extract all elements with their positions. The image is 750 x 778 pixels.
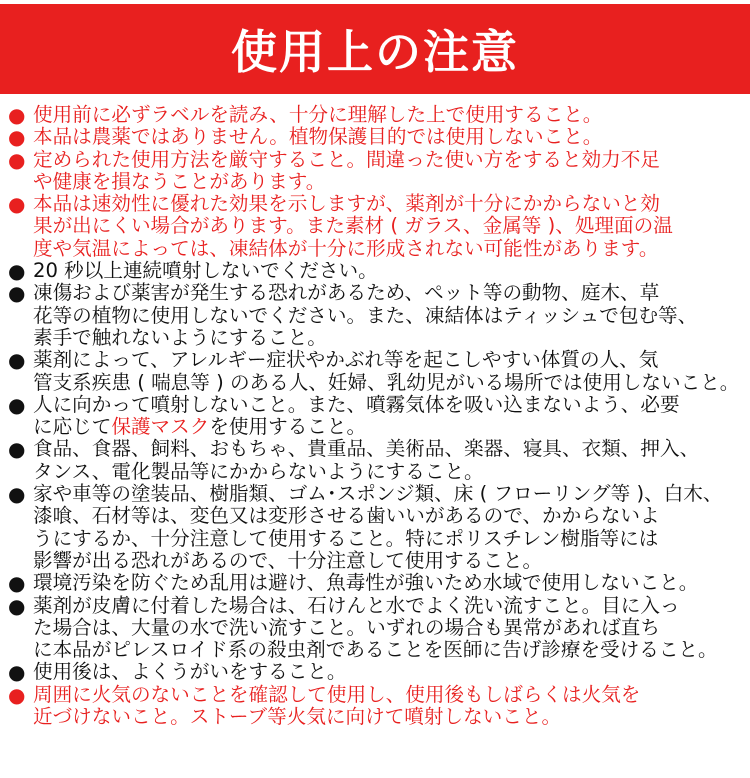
bullet-icon: ● xyxy=(8,482,26,507)
notice-item xyxy=(8,483,748,572)
notice-text-line: 薬剤が皮膚に付着した場合は、石けんと水でよく洗い流すこと。目に入っ xyxy=(33,593,680,617)
bullet-icon: ● xyxy=(8,682,26,707)
bullet-icon: ● xyxy=(8,125,26,150)
notice-text-part: を使用すること。 xyxy=(209,415,367,439)
notice-text-line: 食品、食器、飼料、おもちゃ、貴重品、美術品、楽器、寝具、衣類、押入、 xyxy=(33,437,700,461)
bullet-icon: ● xyxy=(8,281,26,306)
notice-text-line: 本品は農薬ではありません。植物保護目的では使用しないこと。 xyxy=(33,125,603,149)
bullet-icon: ● xyxy=(8,103,26,127)
notice-text-line: 本品は速効性に優れた効果を示しますが、薬剤が十分にかからないと効 xyxy=(33,192,660,216)
notice-text-line: 環境汚染を防ぐため乱用は避け、魚毒性が強いため水域で使用しないこと。 xyxy=(33,571,699,595)
notice-text-line: 漆喰、石材等は、変色又は変形させる歯いいがあるので、かからないよ xyxy=(33,504,660,528)
notice-item xyxy=(8,438,748,483)
notice-text-line: 果が出にくい場合があります。また素材 ( ガラス、金属等 )、処理面の温 xyxy=(33,214,673,238)
bullet-icon: ● xyxy=(8,348,26,373)
notice-text-line: 凍傷および薬害が発生する恐れがあるため、ペット等の動物、庭木、草 xyxy=(33,281,660,305)
bullet-icon: ● xyxy=(8,392,26,417)
notice-text-line: 度や気温によっては、凍結体が十分に形成されない可能性があります。 xyxy=(33,236,659,260)
notice-item xyxy=(8,193,748,260)
notice-item xyxy=(8,394,748,439)
bullet-icon: ● xyxy=(8,259,26,284)
notice-text-line: 定められた使用方法を厳守すること。間違った使い方をすると効力不足 xyxy=(33,147,660,171)
notice-item xyxy=(8,349,748,394)
notice-item xyxy=(8,661,748,683)
notice-text-line: 影響が出る恐れがあるので、十分注意して使用すること。 xyxy=(33,548,543,572)
notice-text-line: 管支系疾患 ( 喘息等 ) のある人、妊婦、乳幼児がいる場所では使用しないこと。 xyxy=(33,370,740,394)
bullet-icon: ● xyxy=(8,571,26,596)
notice-item xyxy=(8,126,748,148)
notice-item xyxy=(8,572,748,594)
notice-text-line: 20 秒以上連続噴射しないでください。 xyxy=(33,259,378,283)
notice-item xyxy=(8,595,748,662)
notice-text-line: 花等の植物に使用しないでください。また、凍結体はティッシュで包む等、 xyxy=(33,303,698,327)
notice-text-line: 家や車等の塗装品、樹脂類、ゴム･スポンジ類、床 ( フローリング等 )、白木、 xyxy=(33,482,723,506)
notice-item xyxy=(8,282,748,349)
notice-text-line xyxy=(33,416,748,438)
title-banner xyxy=(0,4,750,94)
notice-list xyxy=(8,104,748,728)
notice-text-line: 近づけないこと。ストーブ等火気に向けて噴射しないこと。 xyxy=(33,705,562,729)
notice-item xyxy=(8,684,748,729)
notice-text-line: 薬剤によって、アレルギー症状やかぶれ等を起こしやすい体質の人、気 xyxy=(33,348,659,372)
notice-text-line: た場合は、大量の水で洗い流すこと。いずれの場合も異常があれば直ち xyxy=(33,615,660,639)
notice-text-line: 使用後は、よくうがいをすること。 xyxy=(33,660,347,684)
notice-text-line: タンス、電化製品等にかからないようにすること。 xyxy=(33,459,484,483)
notice-item xyxy=(8,149,748,194)
bullet-icon: ● xyxy=(8,192,26,217)
bullet-icon: ● xyxy=(8,660,26,685)
notice-text-line: 素手で触れないようにすること。 xyxy=(33,325,327,349)
page-title: 使用上の注意 xyxy=(231,25,519,79)
notice-item xyxy=(8,260,748,282)
notice-item xyxy=(8,104,748,126)
bullet-icon: ● xyxy=(8,147,26,172)
bullet-icon: ● xyxy=(8,437,26,462)
highlight-text: 保護マスク xyxy=(111,415,210,439)
notice-text-line: 人に向かって噴射しないこと。また、噴霧気体を吸い込まないよう、必要 xyxy=(33,392,680,416)
notice-text-part: に応じて xyxy=(33,415,112,439)
notice-text-line: 使用前に必ずラベルを読み、十分に理解した上で使用すること。 xyxy=(33,103,603,126)
bullet-icon: ● xyxy=(8,593,26,618)
notice-text-line: 周囲に火気のないことを確認して使用し、使用後もしばらくは火気を xyxy=(33,682,641,706)
notice-text-line: うにするか、十分注意して使用すること。特にポリスチレン樹脂等には xyxy=(33,526,659,550)
notice-text-line: や健康を損なうことがあります。 xyxy=(33,169,326,193)
notice-text-line: に本品がピレスロイド系の殺虫剤であることを医師に告げ診療を受けること。 xyxy=(33,638,718,662)
